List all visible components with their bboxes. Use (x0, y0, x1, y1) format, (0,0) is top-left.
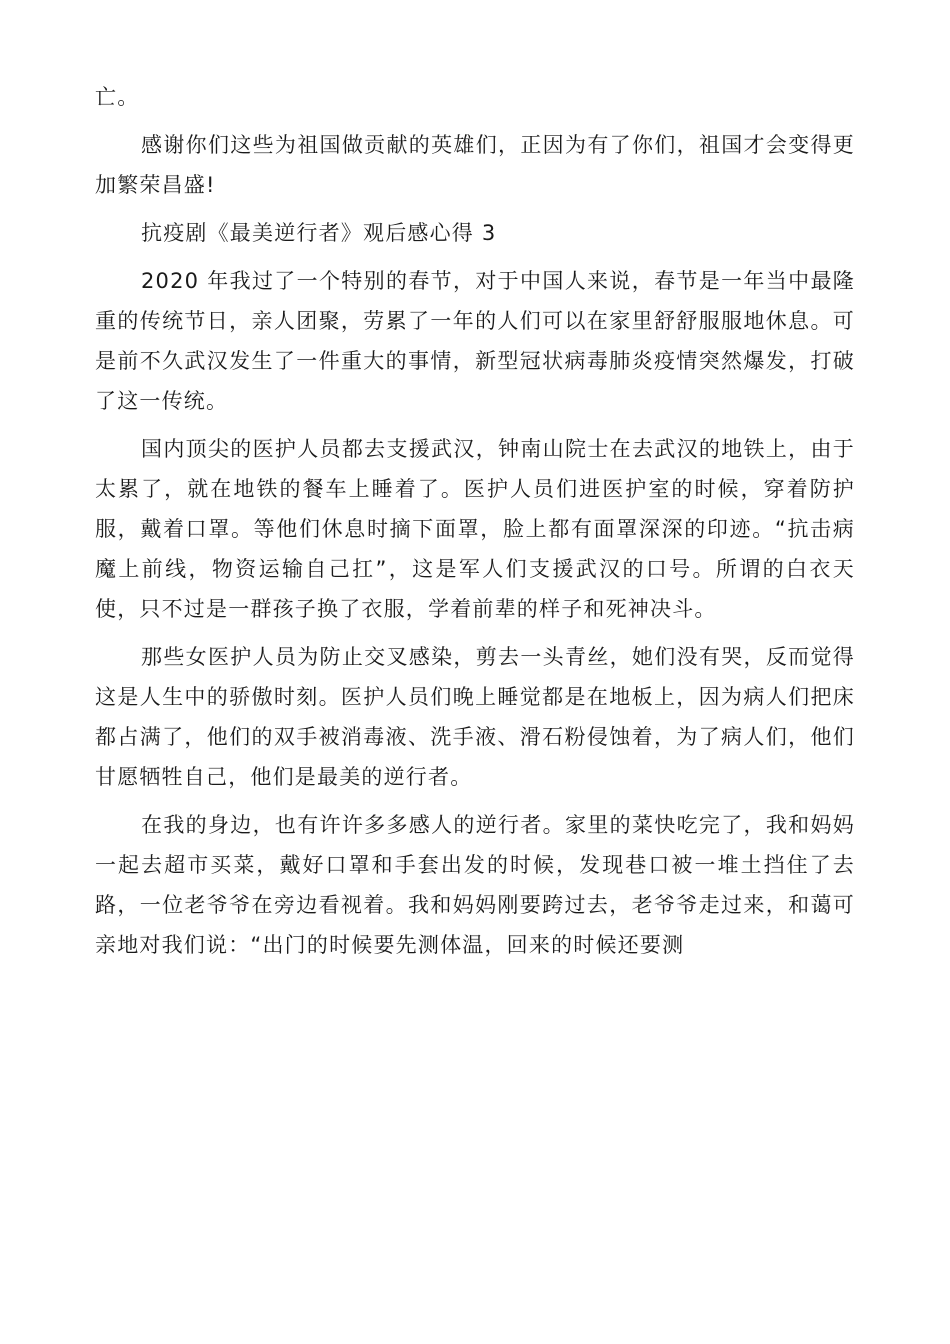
paragraph-thanks: 感谢你们这些为祖国做贡献的英雄们，正因为有了你们，祖国才会变得更加繁荣昌盛! (95, 133, 855, 197)
paragraph-spring-festival: 2020 年我过了一个特别的春节，对于中国人来说，春节是一年当中最隆重的传统节日，亲人团聚，劳累了一年的人们可以在家里舒舒服服地休息。可是前不久武汉发生了一件重大的事情，新型冠状病毒肺炎疫情突然爆发，打破了这一传统。 (95, 269, 855, 413)
paragraph-medical-staff: 国内顶尖的医护人员都去支援武汉，钟南山院士在去武汉的地铁上，由于太累了，就在地铁的餐车上睡着了。医护人员们进医护室的时候，穿着防护服，戴着口罩。等他们休息时摘下面罩，脸上都有面罩深深的印迹。“抗击病魔上前线，物资运输自己扛”，这是军人们支援武汉的口号。所谓的白衣天使，只不过是一群孩子换了衣服，学着前辈的样子和死神决斗。 (95, 437, 855, 621)
section-heading: 抗疫剧《最美逆行者》观后感心得 3 (141, 221, 497, 245)
paragraph-female-staff: 那些女医护人员为防止交叉感染，剪去一头青丝，她们没有哭，反而觉得这是人生中的骄傲时刻。医护人员们晚上睡觉都是在地板上，因为病人们把床都占满了，他们的双手被消毒液、洗手液、滑石粉侵蚀着，为了病人们，他们甘愿牺牲自己，他们是最美的逆行者。 (95, 645, 855, 789)
document-page (95, 77, 855, 973)
paragraph-continuation: 亡。 (95, 85, 140, 109)
paragraph-neighborhood: 在我的身边，也有许许多多感人的逆行者。家里的菜快吃完了，我和妈妈一起去超市买菜，戴好口罩和手套出发的时候，发现巷口被一堆土挡住了去路，一位老爷爷在旁边看视着。我和妈妈刚要跨过去，老爷爷走过来，和蔼可亲地对我们说：“出门的时候要先测体温，回来的时候还要测 (95, 813, 855, 957)
